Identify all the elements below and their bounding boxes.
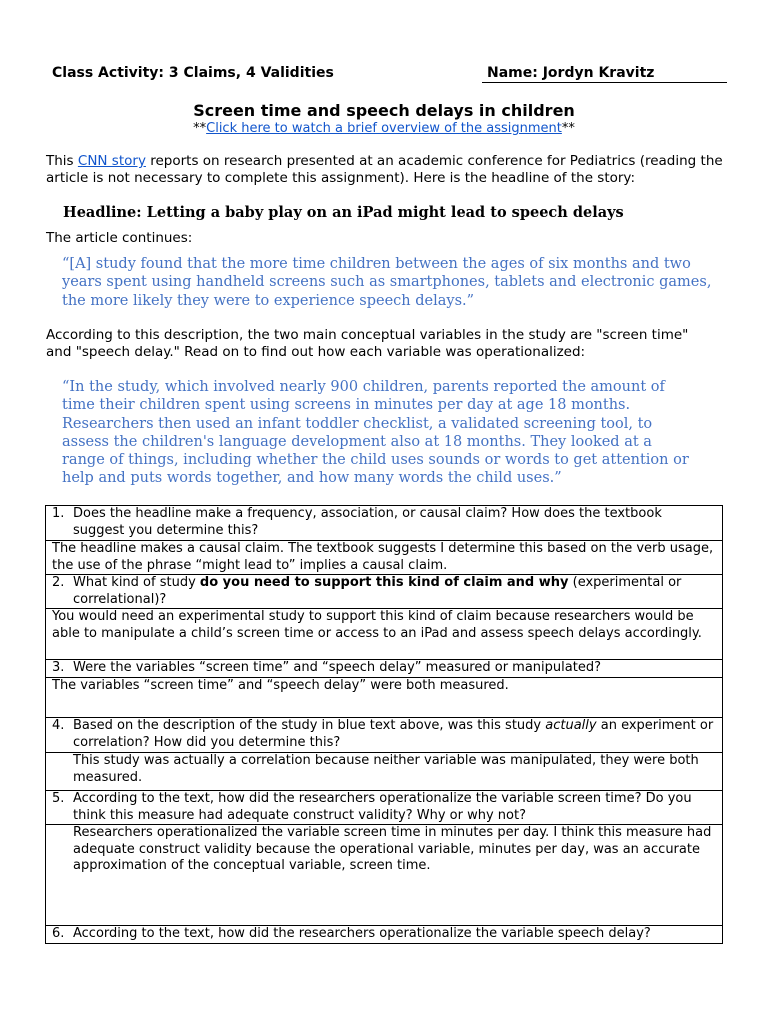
question-text: an experiment or correlation? How did you determine this? — [73, 718, 714, 750]
question-text: (experimental or correlational)? — [73, 575, 682, 607]
question-2 — [52, 575, 716, 608]
question-text: Were the variables “screen time” and “speech delay” measured or manipulated? — [73, 660, 601, 675]
quote-two: “In the study, which involved nearly 900 children, parents reported the amount of time their children spent using screens in minutes per day at age 18 months. Researchers then used an infant toddler checklist, a validated screening tool, to assess the children's language development also at 18 months. They looked at a range of things, including whether the child uses sounds or words to get attention or help and puts words together, and how many words the child uses.” — [62, 379, 689, 487]
question-5 — [52, 791, 716, 824]
question-number: 1. — [52, 506, 65, 521]
question-text-italic: actually — [545, 718, 597, 733]
variables-paragraph: According to this description, the two main conceptual variables in the study are "screen time" and "speech delay." Read on to find out how each variable was operationalized: — [46, 327, 689, 360]
question-number: 5. — [52, 791, 65, 806]
question-text: According to the text, how did the researchers operationalize the variable speech delay? — [73, 926, 651, 941]
question-row — [46, 660, 723, 678]
question-text: Based on the description of the study in blue text above, was this study — [73, 718, 546, 733]
activity-title: Class Activity: 3 Claims, 4 Validities — [52, 65, 334, 81]
answer-3[interactable]: The variables “screen time” and “speech delay” were both measured. — [46, 678, 723, 718]
cnn-story-link[interactable]: CNN story — [77, 153, 146, 169]
answer-row — [46, 609, 723, 660]
question-row — [46, 926, 723, 944]
question-number: 2. — [52, 575, 65, 590]
question-4 — [52, 718, 716, 751]
overview-suffix: ** — [561, 121, 575, 136]
question-text-bold: do you need to support this kind of claim and why — [199, 575, 569, 590]
answer-row — [46, 541, 723, 575]
question-text: Does the headline make a frequency, association, or causal claim? How does the textbook suggest you determine this? — [73, 506, 662, 538]
story-headline: Headline: Letting a baby play on an iPad might lead to speech delays — [63, 204, 624, 221]
question-text: What kind of study — [73, 575, 200, 590]
answer-row — [46, 753, 723, 791]
question-number: 3. — [52, 660, 65, 675]
answer-5[interactable]: Researchers operationalized the variable screen time in minutes per day. I think this measure had adequate construct validity because the operational variable, minutes per day, was an accurate approximation of the conceptual variable, screen time. — [73, 825, 712, 873]
question-row — [46, 718, 723, 753]
answer-row — [46, 678, 723, 718]
question-text: According to the text, how did the researchers operationalize the variable screen time? Do you think this measure had adequate construct validity? Why or why not? — [73, 791, 692, 823]
overview-link[interactable]: Click here to watch a brief overview of the assignment — [206, 121, 562, 136]
answer-1[interactable]: The headline makes a causal claim. The textbook suggests I determine this based on the verb usage, the use of the phrase “might lead to” implies a causal claim. — [46, 541, 723, 575]
question-row — [46, 791, 723, 825]
intro-before: This — [46, 153, 78, 169]
question-row — [46, 575, 723, 609]
page-title: Screen time and speech delays in children — [193, 101, 575, 120]
quote-one: “[A] study found that the more time children between the ages of six months and two years spent using handheld screens such as smartphones, tablets and electronic games, the more likely they were to experience speech delays.” — [62, 256, 712, 309]
overview-prefix: ** — [193, 121, 207, 136]
question-row — [46, 506, 723, 541]
intro-after: reports on research presented at an academic conference for Pediatrics (reading the article is not necessary to complete this assignment). Here is the headline of the story: — [46, 153, 723, 186]
student-name: Name: Jordyn Kravitz — [482, 65, 727, 83]
answer-row — [46, 825, 723, 926]
continues-text: The article continues: — [46, 230, 193, 246]
answer-4[interactable]: This study was actually a correlation because neither variable was manipulated, they were both measured. — [73, 753, 699, 785]
question-6 — [52, 926, 716, 943]
overview-line — [0, 121, 768, 136]
questions-table — [45, 505, 723, 944]
intro-paragraph — [46, 153, 726, 187]
question-number: 4. — [52, 718, 65, 733]
question-number: 6. — [52, 926, 65, 941]
question-3 — [52, 660, 716, 677]
answer-2[interactable]: You would need an experimental study to support this kind of claim because researchers would be able to manipulate a child’s screen time or access to an iPad and assess speech delays accordingly. — [46, 609, 723, 660]
question-1 — [52, 506, 716, 539]
